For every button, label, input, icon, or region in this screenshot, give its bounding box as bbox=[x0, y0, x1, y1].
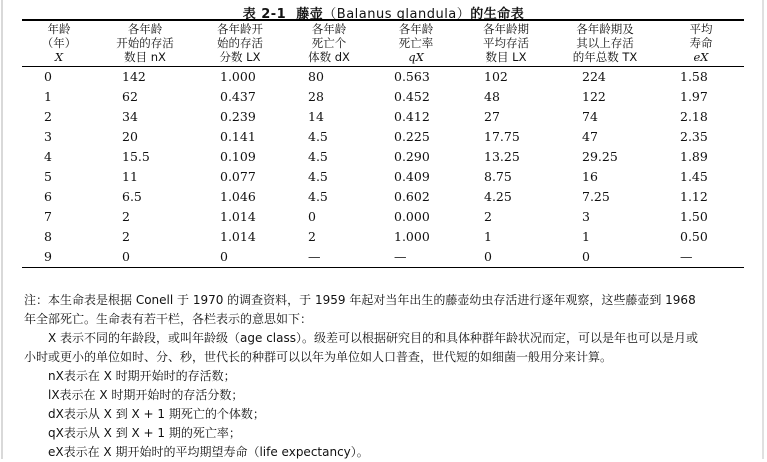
table-cell: 0.077 bbox=[220, 169, 256, 184]
header-cell: 各年龄期 平均存活 数目 LX bbox=[460, 20, 552, 67]
caption-suffix: 的生命表 bbox=[470, 7, 525, 22]
table-row bbox=[22, 247, 744, 268]
note-line: 年全部死亡。生命表有若干栏，各栏表示的意思如下： bbox=[24, 312, 313, 326]
table-cell: 0.563 bbox=[394, 69, 430, 84]
table-cell: 34 bbox=[122, 109, 138, 124]
table-cell: 1.014 bbox=[220, 209, 256, 224]
header-cell: 各年龄 死亡个 体数 dX bbox=[286, 20, 372, 67]
table-cell: 1.97 bbox=[680, 89, 708, 104]
note-line: nX表示在 X 时期开始时的存活数； bbox=[48, 369, 236, 383]
table-cell: 1.45 bbox=[680, 169, 708, 184]
table-cell: 0.452 bbox=[394, 89, 430, 104]
table-cell: 20 bbox=[122, 129, 138, 144]
table-cell: 13.25 bbox=[484, 149, 520, 164]
table-cell: 0 bbox=[96, 247, 194, 268]
table-row bbox=[22, 227, 744, 247]
table-cell: 4.5 bbox=[308, 149, 328, 164]
table-cell: 16 bbox=[582, 169, 598, 184]
table-cell: 0.50 bbox=[680, 229, 708, 244]
table-cell: 0.290 bbox=[394, 149, 430, 164]
table-cell: 0.437 bbox=[220, 89, 256, 104]
table-cell: 1.12 bbox=[680, 189, 708, 204]
table-cell: 0 bbox=[44, 69, 52, 84]
table-cell: 2 bbox=[308, 229, 316, 244]
table-cell: 29.25 bbox=[582, 149, 618, 164]
table-notes bbox=[24, 291, 754, 462]
table-cell: 2.18 bbox=[680, 109, 708, 124]
table-cell: 17.75 bbox=[484, 129, 520, 144]
table-cell: 0.141 bbox=[220, 129, 256, 144]
table-cell: 4 bbox=[44, 149, 52, 164]
table-cell: 1.50 bbox=[680, 209, 708, 224]
table-cell: 1 bbox=[484, 229, 492, 244]
table-row bbox=[22, 207, 744, 227]
table-cell: 8 bbox=[44, 229, 52, 244]
note-line: qX表示从 X 到 X + 1 期的死亡率； bbox=[48, 426, 241, 440]
table-cell: 142 bbox=[122, 69, 146, 84]
table-cell: 2 bbox=[44, 109, 52, 124]
table-cell: 62 bbox=[122, 89, 138, 104]
header-cell: 各年龄 死亡率 qX bbox=[372, 20, 460, 67]
table-cell: 6 bbox=[44, 189, 52, 204]
right-border bbox=[762, 0, 764, 459]
table-cell: 0.409 bbox=[394, 169, 430, 184]
note-line: 小时或更小的单位如时、分、秒，世代长的种群可以以年为单位如人口普查，世代短的如细菌一般用分来计算。 bbox=[24, 350, 613, 364]
table-row bbox=[22, 147, 744, 167]
table-cell: 1.000 bbox=[394, 229, 430, 244]
table-cell: 224 bbox=[582, 69, 606, 84]
table-cell: 2.35 bbox=[680, 129, 708, 144]
table-cell: 1 bbox=[44, 89, 52, 104]
left-border bbox=[1, 0, 3, 459]
table-cell: — bbox=[658, 247, 744, 268]
table-cell: 0 bbox=[194, 247, 286, 268]
header-cell: 年龄 （年） X bbox=[22, 20, 96, 67]
table-cell: 74 bbox=[582, 109, 598, 124]
table-cell: 0.239 bbox=[220, 109, 256, 124]
table-cell: 9 bbox=[22, 247, 96, 268]
table-cell: 1.014 bbox=[220, 229, 256, 244]
table-cell: 15.5 bbox=[122, 149, 150, 164]
note-line: X 表示不同的年龄段，或叫年龄级（age class）。级差可以根据研究目的和具体种群年龄状况而定，可以是年也可以是月或 bbox=[48, 331, 698, 345]
table-cell: 4.5 bbox=[308, 169, 328, 184]
header-cell: 平均 寿命 eX bbox=[658, 20, 744, 67]
table-cell: — bbox=[286, 247, 372, 268]
table-body bbox=[22, 67, 744, 268]
table-cell: 1.046 bbox=[220, 189, 256, 204]
table-cell: 2 bbox=[122, 209, 130, 224]
table-cell: 0 bbox=[308, 209, 316, 224]
table-cell: 3 bbox=[582, 209, 590, 224]
table-row bbox=[22, 107, 744, 127]
table-cell: 1.58 bbox=[680, 69, 708, 84]
header-row bbox=[22, 20, 744, 67]
table-cell: 14 bbox=[308, 109, 324, 124]
table-cell: 1.89 bbox=[680, 149, 708, 164]
table-cell: 7 bbox=[44, 209, 52, 224]
table-cell: 2 bbox=[122, 229, 130, 244]
table-cell: 1 bbox=[582, 229, 590, 244]
table-cell: 8.75 bbox=[484, 169, 512, 184]
table-cell: 5 bbox=[44, 169, 52, 184]
table-cell: 1.000 bbox=[220, 69, 256, 84]
table-cell: 0.602 bbox=[394, 189, 430, 204]
header-cell: 各年龄期及 其以上存活 的年总数 TX bbox=[552, 20, 658, 67]
table-cell: 4.25 bbox=[484, 189, 512, 204]
caption-label: 表 2-1 bbox=[242, 7, 287, 22]
table-cell: 48 bbox=[484, 89, 500, 104]
table-cell: 4.5 bbox=[308, 129, 328, 144]
table-cell: 102 bbox=[484, 69, 508, 84]
caption-name-cn: 藤壶 bbox=[296, 7, 324, 22]
table-cell: 0.000 bbox=[394, 209, 430, 224]
table-cell: 0.412 bbox=[394, 109, 430, 124]
life-table bbox=[22, 19, 744, 268]
table-row bbox=[22, 187, 744, 207]
table-cell: 80 bbox=[308, 69, 324, 84]
table-row bbox=[22, 87, 744, 107]
note-line: dX表示从 X 到 X + 1 期死亡的个体数； bbox=[48, 407, 265, 421]
header-cell: 各年龄开 始的存活 分数 LX bbox=[194, 20, 286, 67]
table-cell: 11 bbox=[122, 169, 138, 184]
table-cell: — bbox=[372, 247, 460, 268]
table-cell: 0 bbox=[552, 247, 658, 268]
table-cell: 6.5 bbox=[122, 189, 142, 204]
note-line: 注：本生命表是根据 Conell 于 1970 的调查资料，于 1959 年起对当年出生的藤壶幼虫存活进行逐年观察，这些藤壶到 1968 bbox=[24, 293, 696, 307]
table-cell: 3 bbox=[44, 129, 52, 144]
table-cell: 4.5 bbox=[308, 189, 328, 204]
caption-name-latin: （Balanus glandula） bbox=[323, 7, 471, 22]
table-cell: 2 bbox=[484, 209, 492, 224]
table-cell: 0.109 bbox=[220, 149, 256, 164]
table-cell: 122 bbox=[582, 89, 606, 104]
note-line: lX表示在 X 时期开始时的存活分数； bbox=[48, 388, 244, 402]
note-line: eX表示在 X 期开始时的平均期望寿命（life expectancy）。 bbox=[48, 445, 369, 459]
table-cell: 28 bbox=[308, 89, 324, 104]
table-cell: 0 bbox=[460, 247, 552, 268]
table-row bbox=[22, 167, 744, 187]
table-cell: 47 bbox=[582, 129, 598, 144]
header-cell: 各年龄 开始的存活 数目 nX bbox=[96, 20, 194, 67]
table-cell: 27 bbox=[484, 109, 500, 124]
table-cell: 0.225 bbox=[394, 129, 430, 144]
table-cell: 7.25 bbox=[582, 189, 610, 204]
table-row bbox=[22, 67, 744, 88]
table-row bbox=[22, 127, 744, 147]
